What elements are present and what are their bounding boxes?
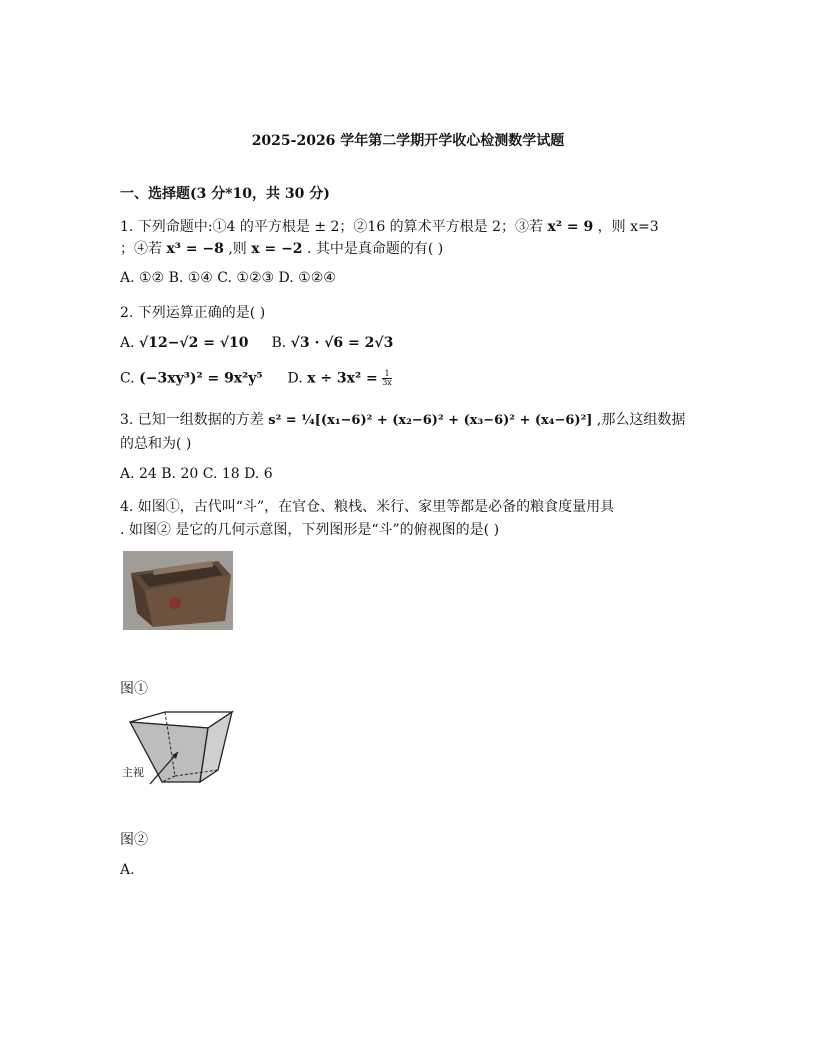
q3-line2: 的总和为( ): [120, 436, 192, 452]
q2-option-a-math: √12−√2 = √10: [139, 335, 249, 351]
q1-text: ,则: [228, 241, 247, 257]
q1-text: ，则 x=3: [597, 219, 659, 235]
q2-option-d-math: x ÷ 3x² =: [307, 370, 378, 387]
q3-text: ,那么这组数据: [596, 412, 686, 428]
fraction-numerator: 1: [382, 370, 392, 379]
q2-options-cd: [120, 370, 392, 387]
figure-1-label: 图①: [120, 681, 148, 697]
view-direction-label: 主视: [122, 766, 144, 779]
dou-photo-image: [123, 551, 233, 630]
q3-text: 3. 已知一组数据的方差: [120, 412, 264, 428]
q3-options: A. 24 B. 20 C. 18 D. 6: [120, 466, 273, 482]
q3-math: s² = ¼[(x₁−6)² + (x₂−6)² + (x₃−6)² + (x₄−6)²]: [268, 413, 593, 428]
q1-text: ；④若: [120, 241, 162, 257]
q2-option-d-fraction: [382, 370, 392, 387]
q1-math: x² = 9: [547, 219, 594, 235]
q2-options-ab: [120, 335, 393, 351]
q2-option-c-math: (−3xy³)² = 9x²y⁵: [139, 370, 263, 387]
q1-math: x³ = −8: [166, 241, 224, 257]
q1-math: x = −2: [251, 241, 303, 257]
q4-line1: 4. 如图①，古代叫“斗”，在官仓、粮栈、米行、家里等都是必备的粮食度量用具: [120, 499, 615, 515]
q2-option-c-label: C.: [120, 370, 135, 387]
q2-stem: 2. 下列运算正确的是( ): [120, 305, 266, 321]
q4-option-a: A.: [120, 862, 135, 878]
q2-option-b-math: √3 · √6 = 2√3: [290, 335, 394, 351]
q2-option-a-label: A.: [120, 335, 135, 351]
page-title: 2025-2026 学年第二学期开学收心检测数学试题: [251, 133, 565, 149]
fraction-denominator: 3x: [382, 378, 392, 387]
figure-2-label: 图②: [120, 832, 148, 848]
dou-photo: [123, 551, 233, 630]
q2-option-d-label: D.: [287, 370, 303, 387]
dou-diagram: [120, 708, 238, 792]
q2-option-b-label: B.: [271, 335, 287, 351]
q1-line2: [120, 238, 443, 258]
section-heading: 一、选择题(3 分*10，共 30 分): [120, 186, 330, 202]
q3-line1: [120, 409, 685, 429]
q1-text: 1. 下列命题中:①4 的平方根是 ± 2；②16 的算术平方根是 2；③若: [120, 219, 544, 235]
q1-line1: [120, 216, 659, 236]
q1-text: . 其中是真命题的有( ): [307, 241, 444, 257]
q1-options: A. ①② B. ①④ C. ①②③ D. ①②④: [120, 270, 336, 286]
q4-line2: . 如图② 是它的几何示意图，下列图形是“斗”的俯视图的是( ): [120, 522, 500, 538]
